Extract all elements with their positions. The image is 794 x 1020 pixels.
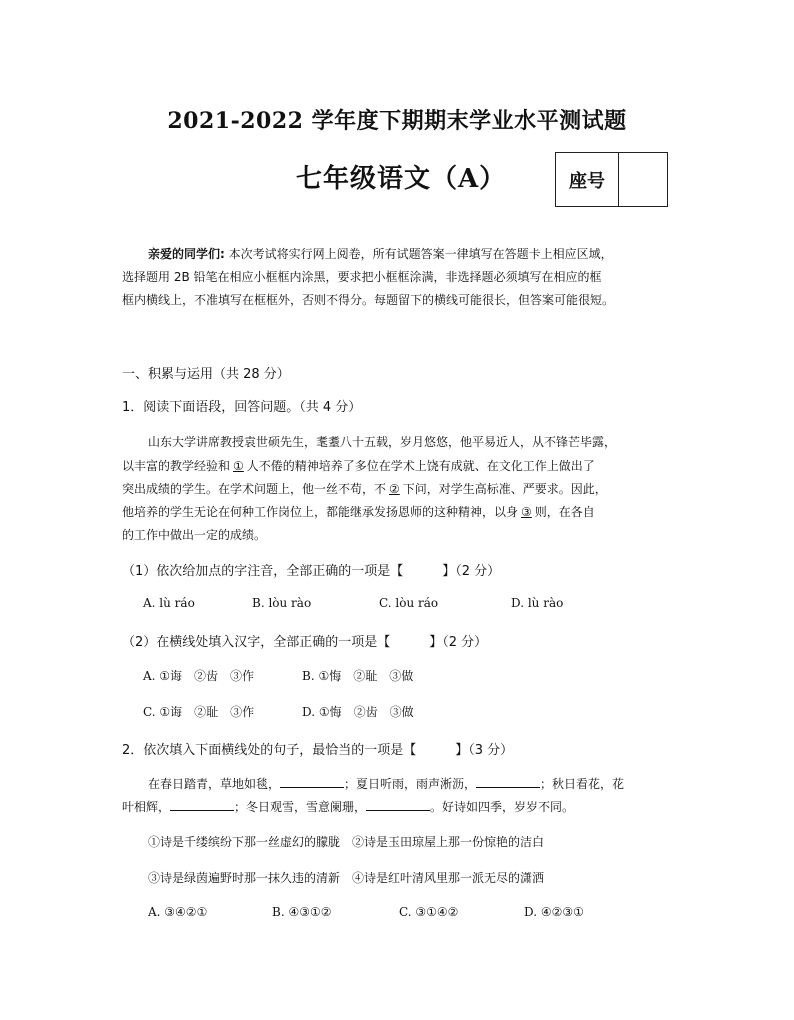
q1-sub2-option-d: D. ①悔 ②齿 ③做 — [302, 705, 414, 719]
q1-passage-line-2: 以丰富的教学经验和 ① 人不倦的精神培养了多位在学术上饶有成就、在文化工作上做出了 — [122, 459, 595, 473]
seat-label: 座号 — [556, 153, 619, 206]
q1-sub1-option-d: D. lù rào — [511, 596, 564, 610]
q1-sub2-option-b: B. ①悔 ②耻 ③做 — [302, 669, 414, 683]
q2-heading: 2．依次填入下面横线处的句子，最恰当的一项是【 】（3 分） — [122, 743, 514, 758]
notice-greeting: 亲爱的同学们: — [148, 247, 225, 261]
blank-3: ③ — [521, 505, 532, 519]
q1-passage-line-3: 突出成绩的学生。在学术问题上，他一丝不苟，不 ② 下问，对学生高标准、严要求。因此， — [122, 482, 607, 496]
q2-blank-3 — [170, 798, 234, 811]
q2-sentences-row-2: ③诗是绿茵遍野时那一抹久违的清新 ④诗是红叶清风里那一派无尽的潇洒 — [148, 871, 545, 885]
q2-passage-line-2: 叶相辉， ；冬日观雪，雪意阑珊， 。好诗如四季，岁岁不同。 — [122, 800, 575, 814]
blank-2: ② — [389, 482, 400, 496]
q2-blank-4 — [366, 798, 430, 811]
q2-sentences-row-1: ①诗是千缕缤纷下那一丝虚幻的朦胧 ②诗是玉田琼屋上那一份惊艳的洁白 — [148, 835, 545, 849]
q1-sub1-option-c: C. lòu ráo — [379, 596, 439, 610]
seat-number-box — [555, 152, 668, 207]
q1-passage-line-5: 的工作中做出一定的成绩。 — [122, 528, 267, 542]
q2-option-b: B. ④③①② — [272, 905, 332, 919]
notice-line-2: 选择题用 2B 铅笔在相应小框框内涂黑，要求把小框框涂满，非选择题必须填写在相应的框 — [122, 270, 602, 284]
q1-sub2-question: （2）在横线处填入汉字，全部正确的一项是【 】（2 分） — [122, 635, 488, 650]
q1-passage-line-4: 他培养的学生无论在何种工作岗位上，都能继承发扬恩师的这种精神，以身 ③ 则，在各自 — [122, 505, 595, 519]
q2-blank-1 — [280, 775, 344, 788]
q2-option-d: D. ④②③① — [524, 905, 584, 919]
q1-sub1-option-b: B. lòu rào — [252, 596, 312, 610]
notice-line-3: 框内横线上，不准填写在框框外，否则不得分。每题留下的横线可能很长，但答案可能很短。 — [122, 293, 615, 307]
q2-option-a: A. ③④②① — [148, 905, 208, 919]
q1-sub1-question: （1）依次给加点的字注音，全部正确的一项是【 】（2 分） — [122, 564, 501, 579]
q1-heading: 1．阅读下面语段，回答问题。（共 4 分） — [122, 400, 362, 415]
exam-subtitle: 七年级语文（A） — [296, 164, 507, 194]
q1-passage-line-1: 山东大学讲席教授袁世硕先生，耄耋八十五载，岁月悠悠，他平易近人，从不锋芒毕露， — [148, 435, 617, 449]
q2-blank-2 — [476, 775, 540, 788]
section-1-heading: 一、积累与运用（共 28 分） — [122, 367, 290, 382]
exam-title: 2021-2022 学年度下期期末学业水平测试题 — [167, 108, 627, 134]
q1-sub2-option-c: C. ①诲 ②耻 ③作 — [143, 705, 255, 719]
q2-option-c: C. ③①④② — [399, 905, 459, 919]
q1-sub1-option-a: A. lù ráo — [143, 596, 195, 610]
blank-1: ① — [233, 459, 244, 473]
q2-passage-line-1: 在春日踏青，草地如毯， ；夏日听雨，雨声淅沥， ；秋日看花，花 — [148, 777, 625, 791]
notice-text-1: 本次考试将实行网上阅卷，所有试题答案一律填写在答题卡上相应区域， — [224, 247, 613, 261]
q1-sub2-option-a: A. ①诲 ②齿 ③作 — [143, 669, 255, 683]
notice-line-1 — [148, 245, 613, 262]
